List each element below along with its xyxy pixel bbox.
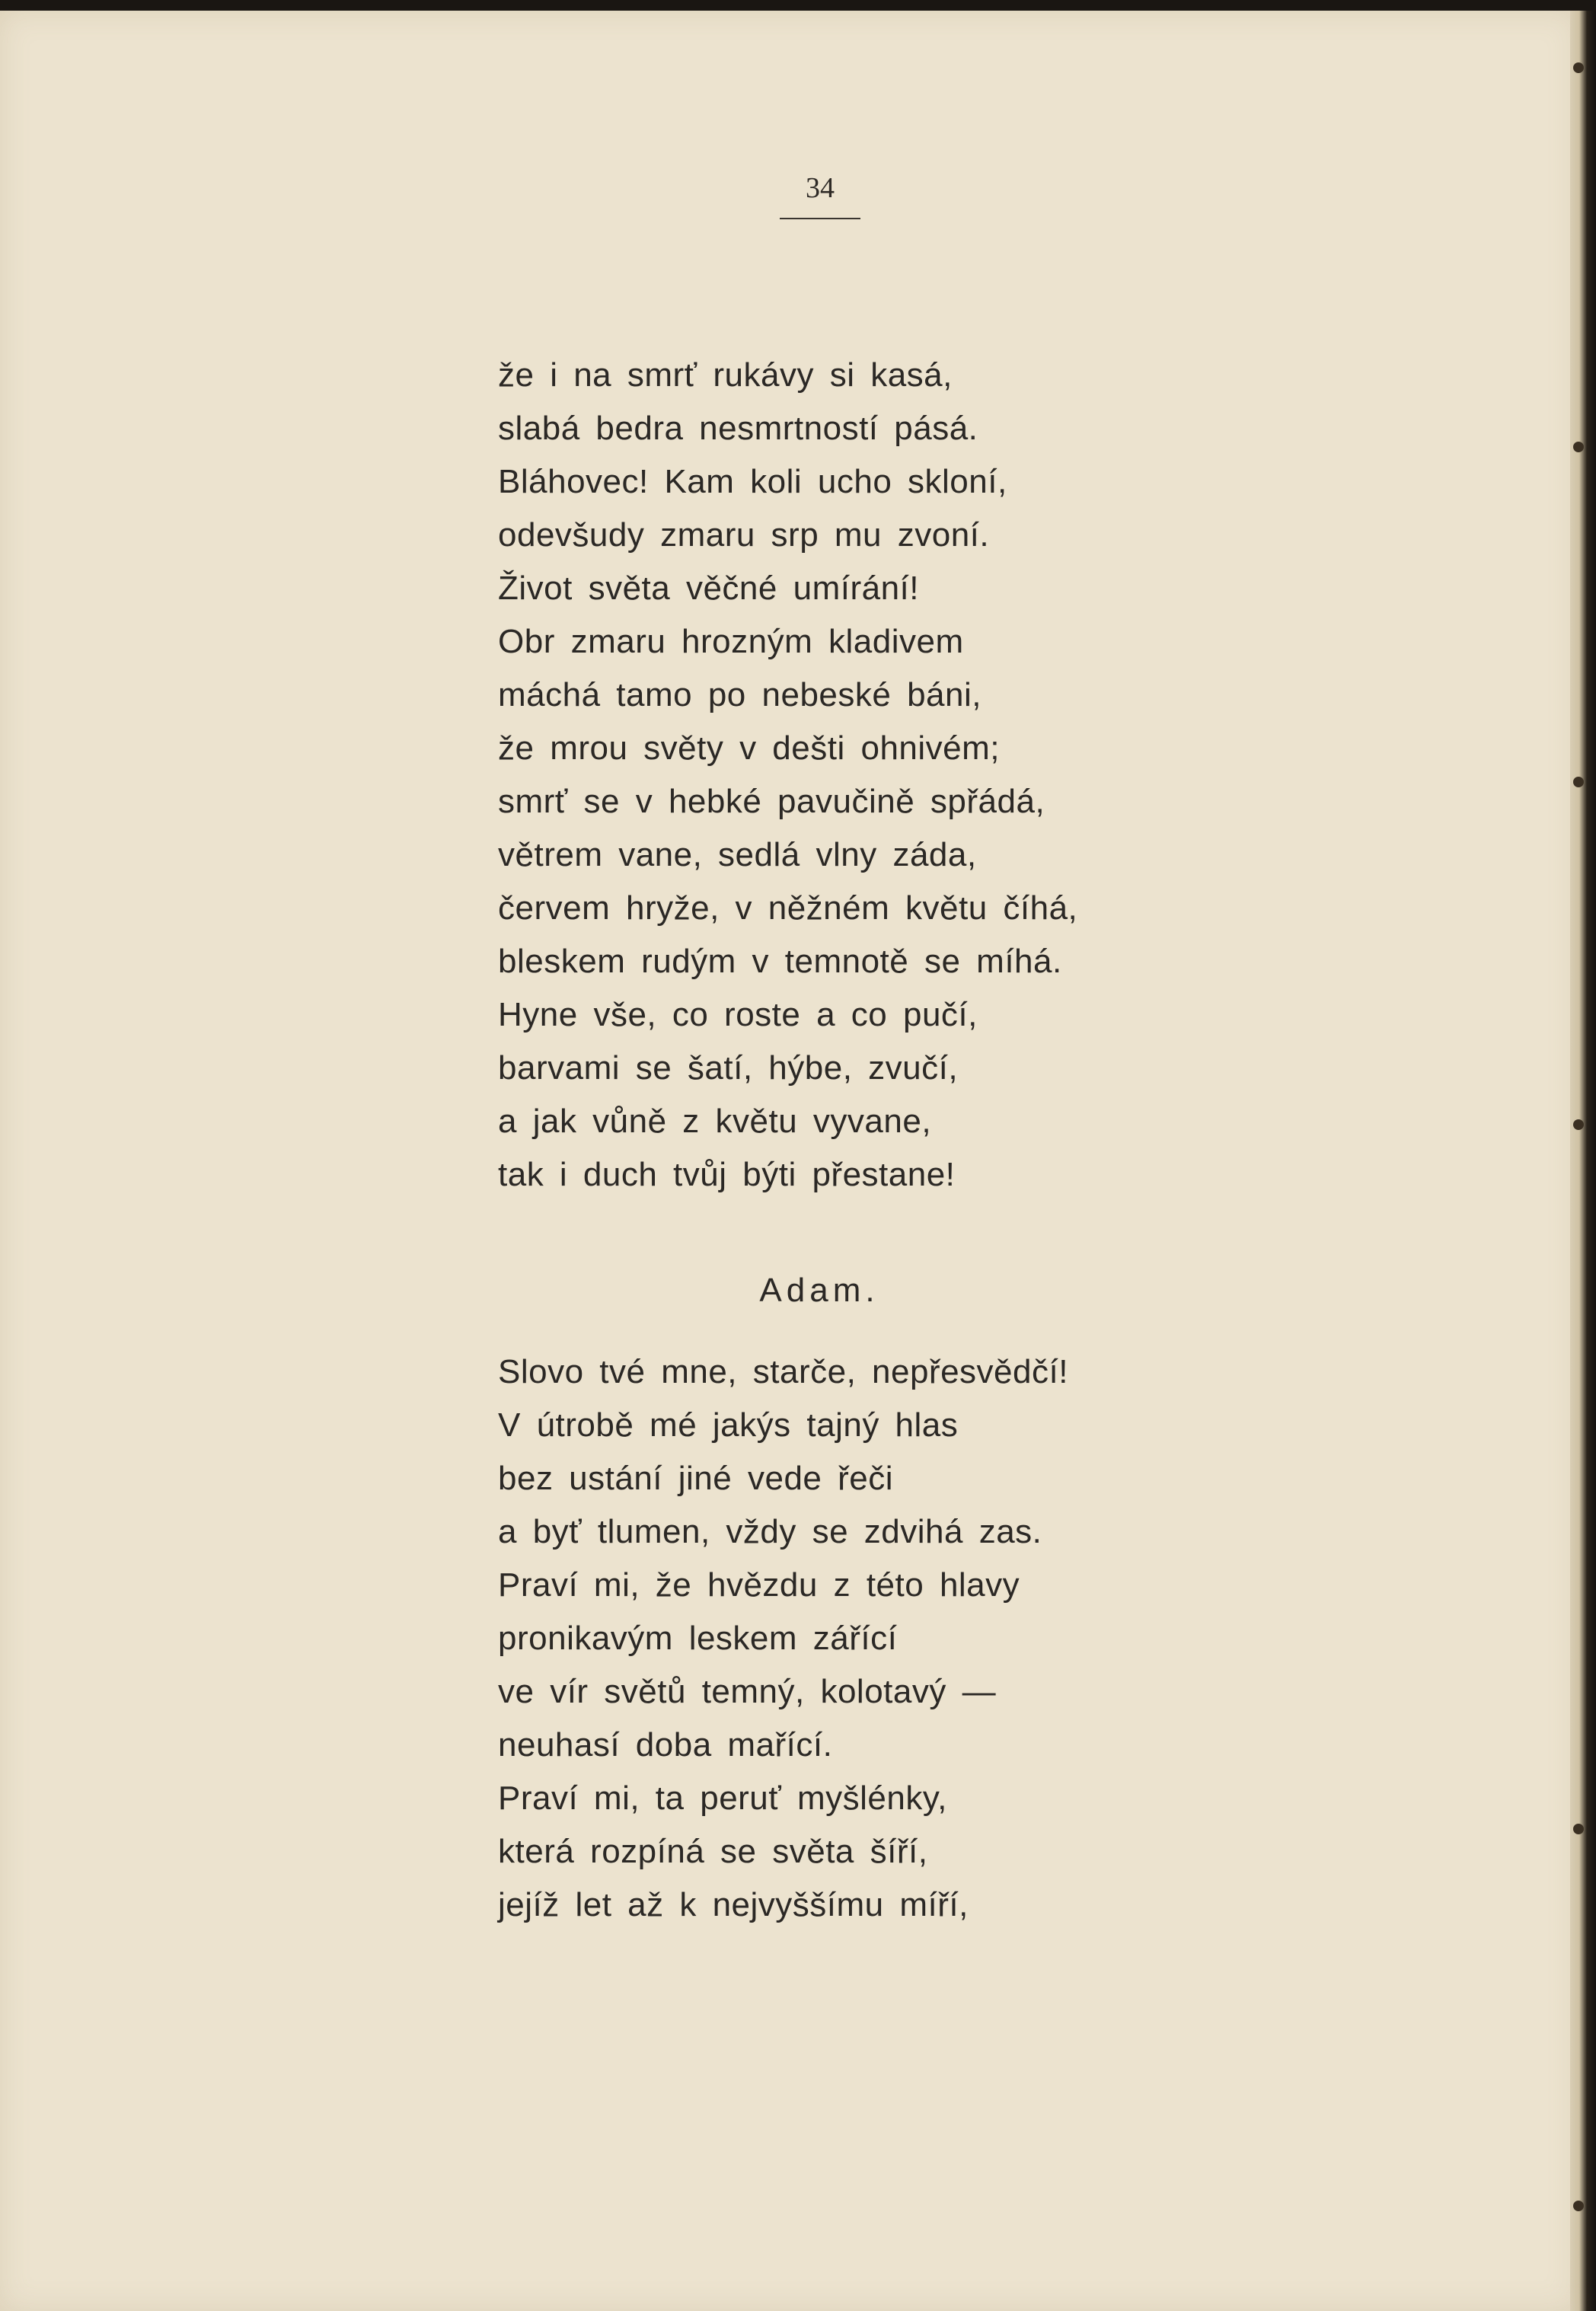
- verse-line: tak i duch tvůj býti přestane!: [498, 1156, 956, 1193]
- verse-line: Slovo tvé mne, starče, nepřesvědčí!: [498, 1353, 1068, 1390]
- verse-line: Hyne vše, co roste a co pučí,: [498, 996, 978, 1033]
- page-number: 34: [806, 172, 835, 204]
- verse-line: Bláhovec! Kam koli ucho skloní,: [498, 463, 1007, 500]
- stanza-2: [498, 1345, 1068, 1932]
- verse-line: větrem vane, sedlá vlny záda,: [498, 836, 977, 873]
- verse-line: bleskem rudým v temnotě se míhá.: [498, 943, 1062, 980]
- verse-line: a byť tlumen, vždy se zdvihá zas.: [498, 1513, 1042, 1550]
- verse-line: odevšudy zmaru srp mu zvoní.: [498, 516, 990, 554]
- verse-line: barvami se šatí, hýbe, zvučí,: [498, 1049, 959, 1087]
- verse-line: neuhasí doba mařící.: [498, 1726, 833, 1764]
- verse-line: a jak vůně z květu vyvane,: [498, 1103, 932, 1140]
- verse-line: ve vír světů temný, kolotavý —: [498, 1673, 997, 1710]
- stanza-1: [498, 349, 1077, 1202]
- verse-line: pronikavým leskem zářící: [498, 1620, 898, 1657]
- verse-line: Praví mi, že hvězdu z této hlavy: [498, 1566, 1020, 1604]
- page-number-rule: [780, 218, 860, 219]
- binding-stitch: [1573, 1119, 1584, 1130]
- verse-line: Obr zmaru hrozným kladivem: [498, 623, 964, 660]
- verse-line: červem hryže, v něžném květu číhá,: [498, 889, 1078, 927]
- verse-line: jejíž let až k nejvyššímu míří,: [498, 1886, 969, 1923]
- verse-line: smrť se v hebké pavučině spřádá,: [498, 783, 1045, 820]
- verse-line: slabá bedra nesmrtností pásá.: [498, 410, 978, 447]
- binding-stitch: [1573, 442, 1584, 452]
- page-edge-binding: [1570, 11, 1596, 2311]
- verse-line: máchá tamo po nebeské báni,: [498, 676, 982, 713]
- verse-line: V útrobě mé jakýs tajný hlas: [498, 1406, 959, 1444]
- verse-line: že mrou světy v dešti ohnivém;: [498, 729, 1001, 767]
- binding-stitch: [1573, 777, 1584, 787]
- verse-line: Život světa věčné umírání!: [498, 570, 919, 607]
- speaker-name: Adam.: [759, 1272, 879, 1309]
- binding-stitch: [1573, 1824, 1584, 1834]
- verse-line: která rozpíná se světa šíří,: [498, 1833, 928, 1870]
- verse-line: že i na smrť rukávy si kasá,: [498, 356, 953, 394]
- binding-stitch: [1573, 2201, 1584, 2211]
- verse-line: bez ustání jiné vede řeči: [498, 1460, 894, 1497]
- binding-stitch: [1573, 62, 1584, 73]
- verse-line: Praví mi, ta peruť myšlénky,: [498, 1780, 947, 1817]
